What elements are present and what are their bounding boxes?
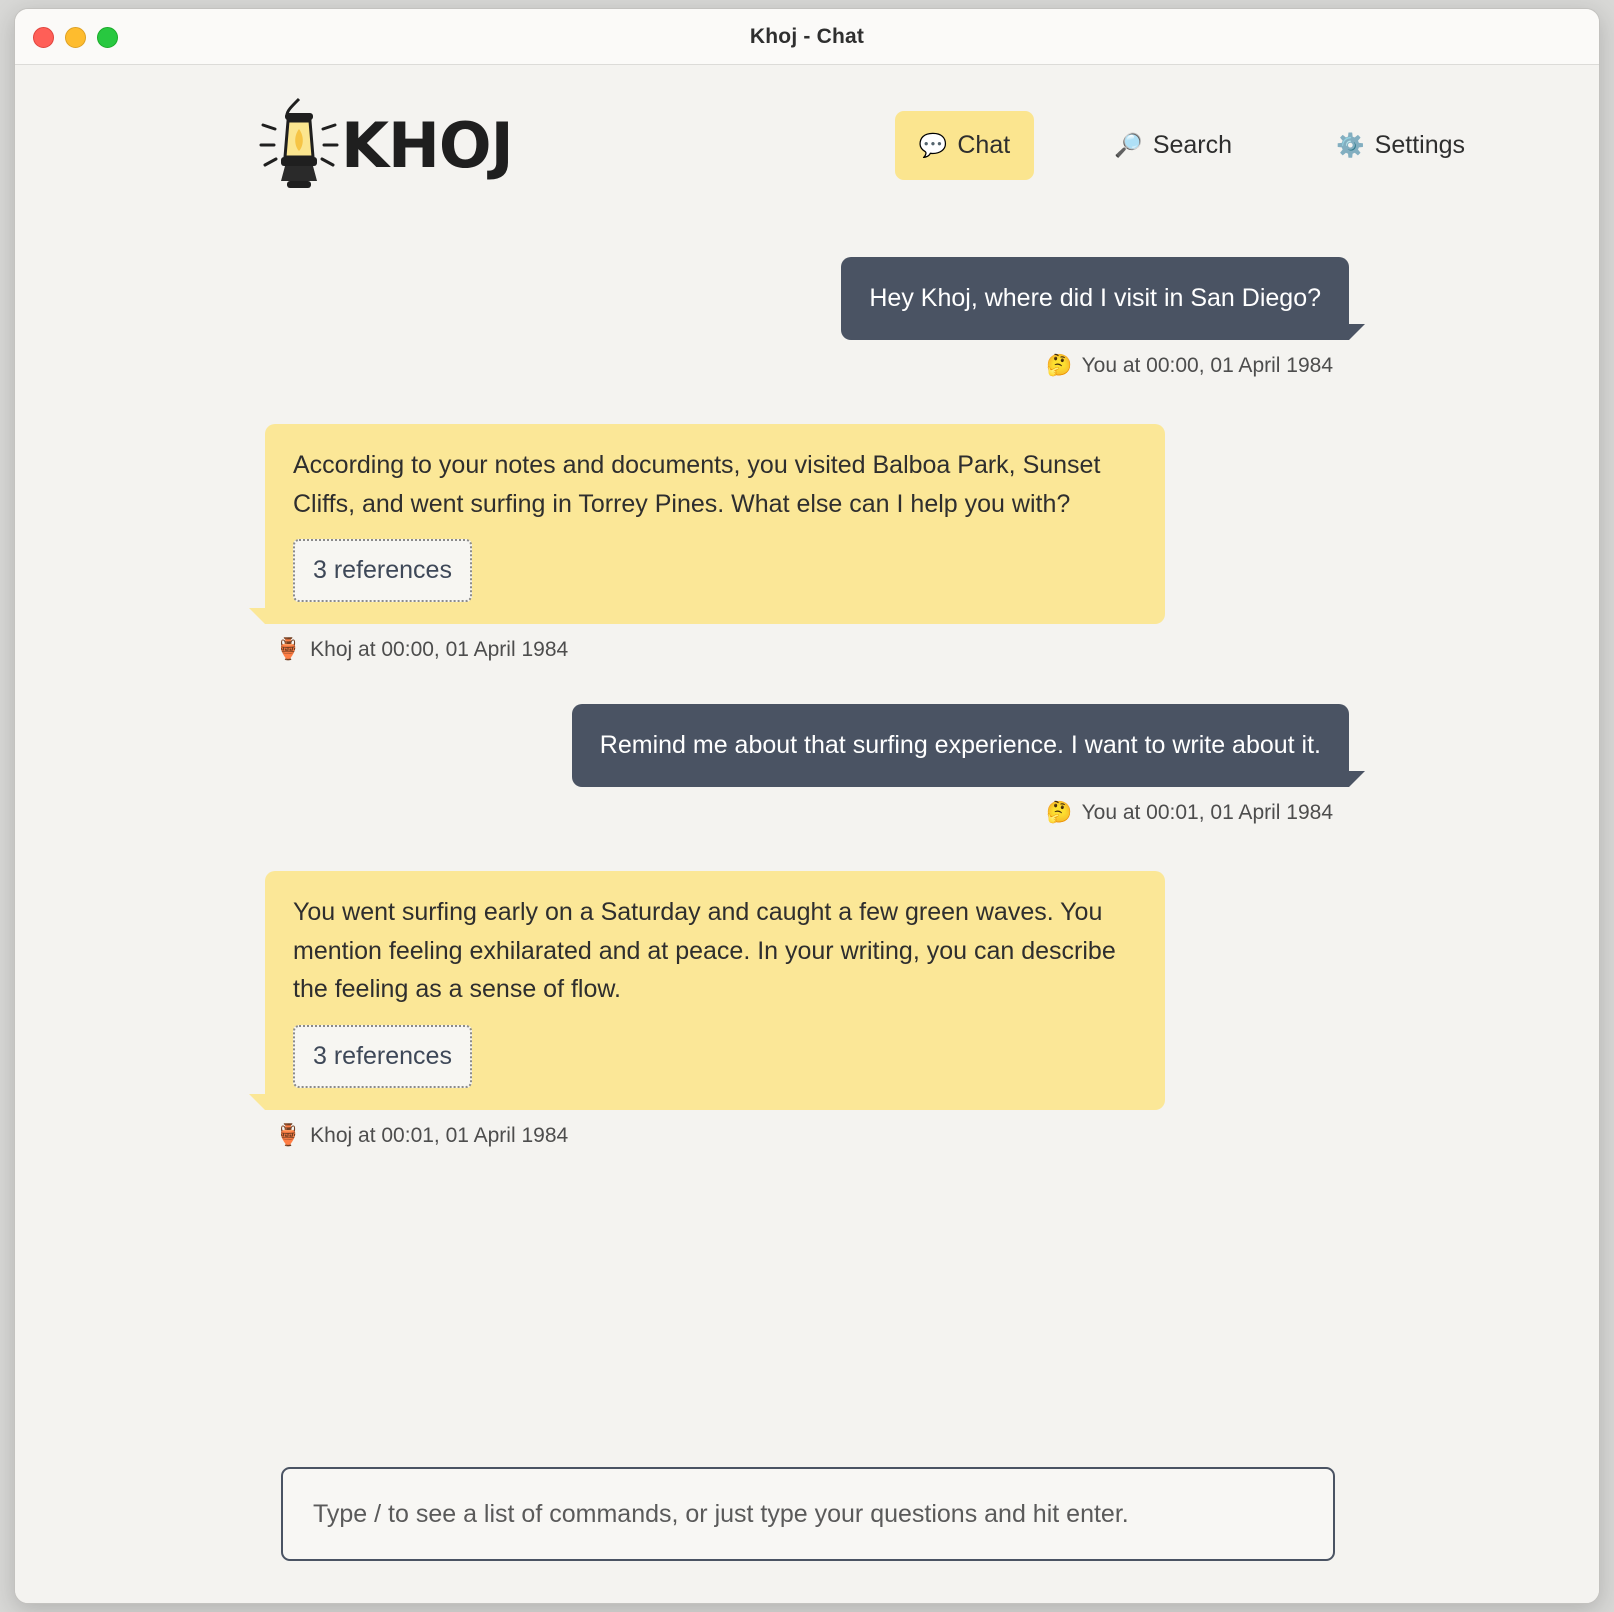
chat-message-user — [265, 704, 1349, 825]
chat-transcript — [15, 257, 1599, 1427]
main-nav — [895, 111, 1489, 180]
thinking-face-icon: 🤔 — [1046, 800, 1073, 824]
message-timestamp: Khoj at 00:01, 01 April 1984 — [310, 1123, 569, 1147]
tab-settings[interactable] — [1312, 111, 1489, 180]
message-timestamp: Khoj at 00:00, 01 April 1984 — [310, 638, 569, 661]
chat-message-khoj — [265, 871, 1349, 1148]
lantern-icon — [257, 95, 341, 195]
tab-settings-label: Settings — [1374, 130, 1466, 159]
app-window — [14, 8, 1600, 1604]
message-meta — [265, 1124, 568, 1148]
maximize-window-button[interactable] — [97, 27, 118, 48]
brand-logo — [257, 95, 513, 195]
message-meta — [265, 638, 568, 662]
minimize-window-button[interactable] — [65, 27, 86, 48]
chat-message-khoj — [265, 424, 1349, 662]
app-header — [15, 65, 1599, 195]
app-content — [15, 65, 1599, 1603]
message-meta — [1046, 354, 1349, 378]
chat-message-user — [265, 257, 1349, 378]
message-bubble — [265, 424, 1165, 624]
message-bubble — [265, 871, 1165, 1110]
brand-name: KHOJ — [341, 108, 513, 182]
lantern-icon: 🏺 — [275, 1123, 302, 1147]
message-bubble: Remind me about that surfing experience. I want to write about it. — [572, 704, 1349, 787]
speech-bubble-icon: 💬 — [918, 131, 948, 158]
message-bubble: Hey Khoj, where did I visit in San Diego? — [841, 257, 1349, 340]
lantern-icon: 🏺 — [275, 638, 302, 661]
magnifier-icon: 🔎 — [1114, 131, 1143, 158]
window-titlebar — [15, 9, 1599, 65]
message-timestamp: You at 00:00, 01 April 1984 — [1081, 353, 1333, 377]
message-timestamp: You at 00:01, 01 April 1984 — [1081, 800, 1333, 824]
references-button[interactable]: 3 references — [293, 539, 472, 602]
close-window-button[interactable] — [33, 27, 54, 48]
message-text: You went surfing early on a Saturday and caught a few green waves. You mention feeling exhilarated and at peace. In your writing, you can describe the feeling as a sense of flow. — [293, 897, 1116, 1004]
tab-chat-label: Chat — [957, 130, 1011, 159]
composer — [281, 1467, 1335, 1561]
tab-search-label: Search — [1152, 130, 1233, 159]
references-button[interactable]: 3 references — [293, 1025, 472, 1088]
window-title: Khoj - Chat — [749, 24, 865, 48]
tab-chat[interactable] — [895, 111, 1034, 180]
chat-input[interactable] — [281, 1467, 1335, 1561]
thinking-face-icon: 🤔 — [1046, 353, 1073, 377]
message-meta — [1046, 801, 1349, 825]
message-text: According to your notes and documents, you visited Balboa Park, Sunset Cliffs, and went surfing in Torrey Pines. What else can I help you with? — [293, 450, 1101, 518]
tab-search[interactable] — [1090, 111, 1256, 180]
gear-icon: ⚙️ — [1336, 131, 1365, 158]
window-controls[interactable] — [33, 27, 118, 48]
